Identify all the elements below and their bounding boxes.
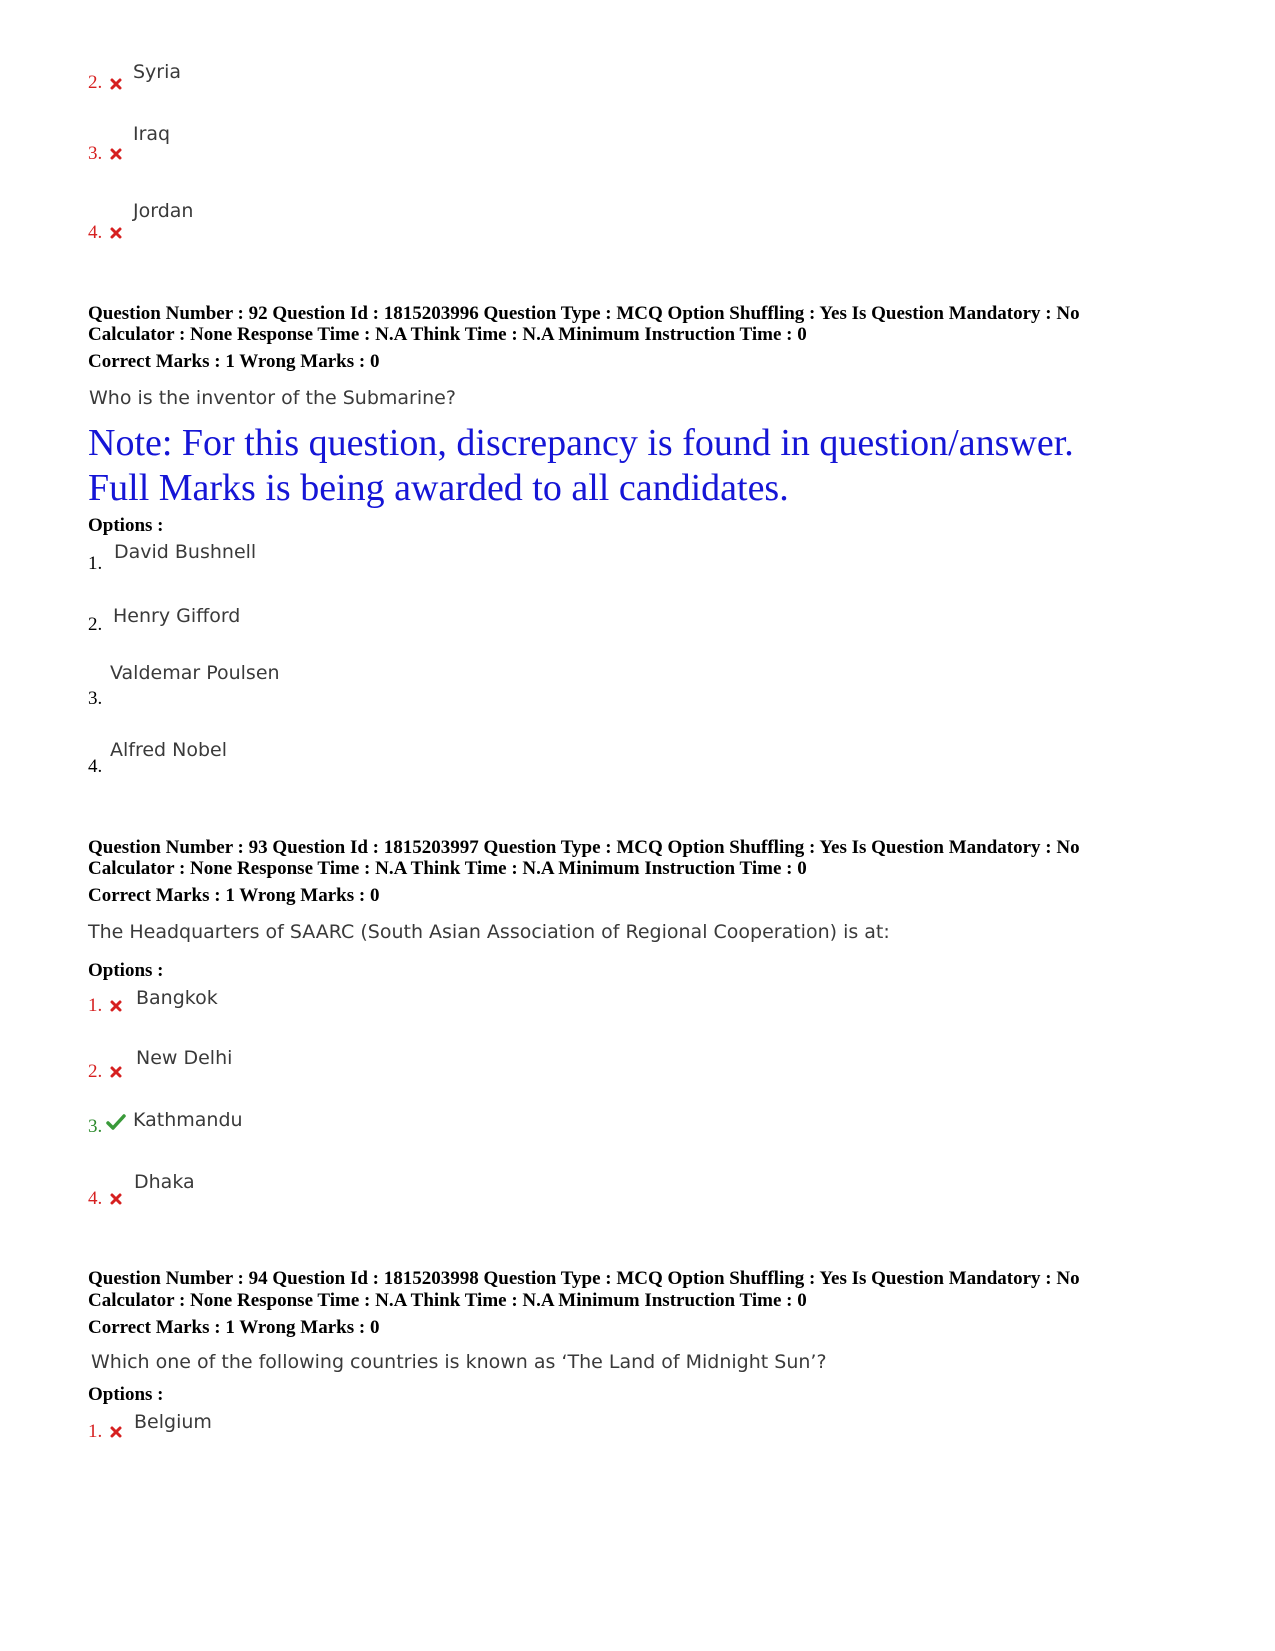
question-text: The Headquarters of SAARC (South Asian Association of Regional Cooperation) is at:	[88, 921, 890, 943]
option-number: 1.	[88, 1421, 103, 1442]
option-number: 1.	[88, 995, 103, 1016]
option-number: 2.	[88, 614, 103, 635]
question-meta-line2: Calculator : None Response Time : N.A Think Time : N.A Minimum Instruction Time : 0	[88, 324, 807, 345]
option-number: 1.	[88, 553, 103, 574]
option-number: 4.	[88, 756, 103, 777]
question-meta-line1: Question Number : 92 Question Id : 1815203996 Question Type : MCQ Option Shuffling : Yes Is Question Mandatory : No	[88, 303, 1080, 324]
question-meta-line1: Question Number : 93 Question Id : 1815203997 Question Type : MCQ Option Shuffling : Yes Is Question Mandatory : No	[88, 837, 1080, 858]
option-number: 3.	[88, 1116, 103, 1137]
option-text: Kathmandu	[133, 1109, 243, 1131]
question-marks: Correct Marks : 1 Wrong Marks : 0	[88, 351, 380, 372]
options-label: Options :	[88, 960, 164, 981]
check-icon	[106, 1114, 126, 1130]
wrong-icon	[109, 1425, 123, 1439]
wrong-icon	[109, 77, 123, 91]
option-text: Belgium	[134, 1411, 212, 1433]
option-number: 4.	[88, 1188, 103, 1209]
question-meta-line1: Question Number : 94 Question Id : 1815203998 Question Type : MCQ Option Shuffling : Yes Is Question Mandatory : No	[88, 1268, 1080, 1289]
wrong-icon	[109, 147, 123, 161]
option-number: 4.	[88, 222, 103, 243]
discrepancy-note-line1: Note: For this question, discrepancy is found in question/answer.	[88, 422, 1074, 464]
option-text: Valdemar Poulsen	[110, 662, 280, 684]
option-text: Jordan	[133, 200, 194, 222]
wrong-icon	[109, 999, 123, 1013]
question-marks: Correct Marks : 1 Wrong Marks : 0	[88, 1317, 380, 1338]
wrong-icon	[109, 1192, 123, 1206]
option-text: Henry Gifford	[113, 605, 241, 627]
question-text: Which one of the following countries is known as ‘The Land of Midnight Sun’?	[91, 1351, 827, 1373]
option-text: Iraq	[133, 123, 171, 145]
question-text: Who is the inventor of the Submarine?	[89, 387, 456, 409]
option-text: New Delhi	[136, 1047, 233, 1069]
option-number: 3.	[88, 688, 103, 709]
question-marks: Correct Marks : 1 Wrong Marks : 0	[88, 885, 380, 906]
question-meta-line2: Calculator : None Response Time : N.A Think Time : N.A Minimum Instruction Time : 0	[88, 858, 807, 879]
option-number: 3.	[88, 143, 103, 164]
discrepancy-note-line2: Full Marks is being awarded to all candidates.	[88, 467, 789, 509]
option-number: 2.	[88, 1061, 103, 1082]
options-label: Options :	[88, 1384, 164, 1405]
options-label: Options :	[88, 515, 164, 536]
option-text: Dhaka	[134, 1171, 195, 1193]
option-number: 2.	[88, 72, 103, 93]
wrong-icon	[109, 1065, 123, 1079]
option-text: David Bushnell	[114, 541, 257, 563]
option-text: Syria	[133, 61, 182, 83]
question-meta-line2: Calculator : None Response Time : N.A Think Time : N.A Minimum Instruction Time : 0	[88, 1290, 807, 1311]
option-text: Alfred Nobel	[110, 739, 228, 761]
option-text: Bangkok	[136, 987, 218, 1009]
wrong-icon	[109, 226, 123, 240]
